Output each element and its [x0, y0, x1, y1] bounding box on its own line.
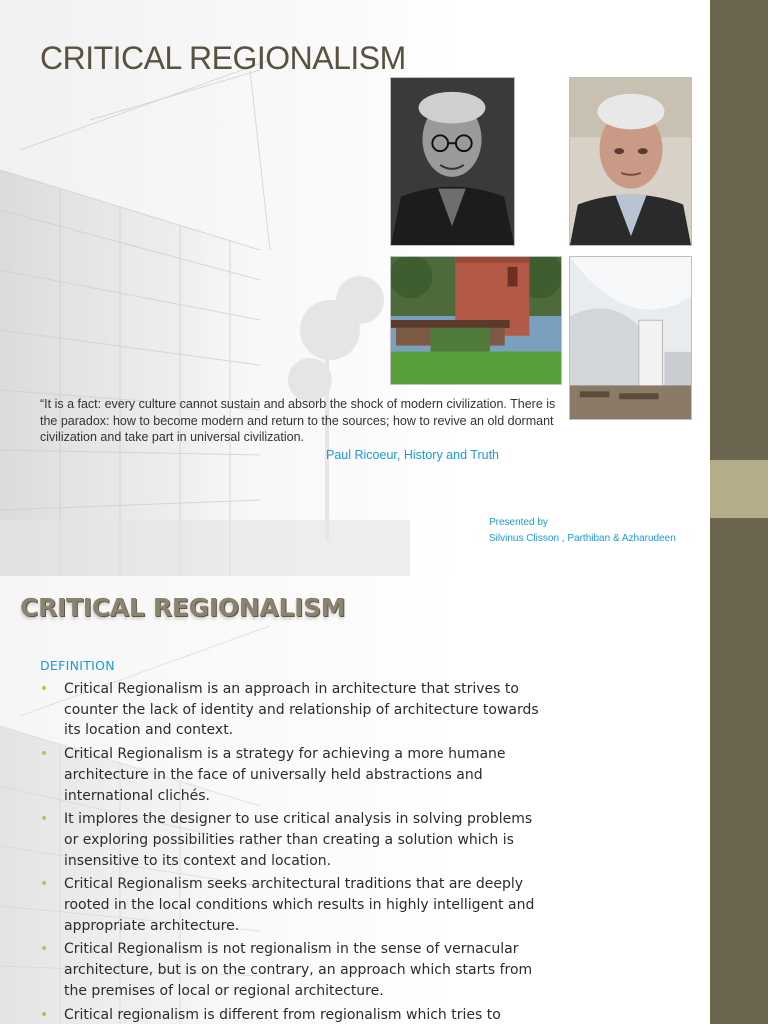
slide-title-heading: CRITICAL REGIONALISM [40, 40, 406, 76]
list-item: • Critical Regionalism is an approach in architecture that strives to counter the lack of identity and relationship of architecture towards its location and context. [40, 681, 539, 739]
portrait-photo-glasses [390, 77, 515, 246]
bullet-icon: • [40, 746, 49, 763]
background-building-image [0, 0, 410, 576]
list-item: • Critical regionalism is different from regionalism which tries to [40, 1005, 540, 1024]
decorative-side-band [710, 576, 768, 1024]
brick-building-photo [390, 256, 562, 385]
bullet-icon: • [40, 811, 49, 828]
list-item: • Critical Regionalism seeks architectural traditions that are deeply rooted in the local conditions which results in highly intelligent and appropriate architecture. [40, 876, 535, 934]
quote-text: “It is a fact: every culture cannot sustain and absorb the shock of modern civilization. There is the paradox: how to become modern and return to the sources; how to revive an old dormant civilization and take part in universal civilization. [40, 397, 556, 444]
definition-label: DEFINITION [40, 658, 115, 673]
bullet-icon: • [40, 941, 49, 958]
decorative-band-accent [710, 460, 768, 518]
bullet-icon: • [40, 1006, 49, 1023]
quote-attribution: Paul Ricoeur, History and Truth [326, 448, 499, 462]
portrait-photo-gray-hair [569, 77, 692, 246]
list-item: • It implores the designer to use critical analysis in solving problems or exploring possibilities rather than creating a solution which is insensitive to its context and location. [40, 811, 533, 869]
presented-by-label: Presented by [489, 517, 548, 528]
interior-photo [569, 256, 692, 420]
definition-list [40, 679, 540, 1024]
slide-definition [0, 576, 768, 1024]
presenters-block [489, 515, 676, 547]
list-item: • Critical Regionalism is not regionalism in the sense of vernacular architecture, but is on the contrary, an approach which starts from the premises of local or regional architecture. [40, 941, 533, 999]
slide-heading: CRITICAL REGIONALISM [20, 593, 346, 622]
list-item: • Critical Regionalism is a strategy for achieving a more humane architecture in the face of universally held abstractions and international clichés. [40, 746, 506, 804]
bullet-icon: • [40, 681, 49, 697]
presenter-names: Silvinus Clisson , Parthiban & Azharudeen [489, 533, 676, 544]
bullet-icon: • [40, 876, 49, 893]
